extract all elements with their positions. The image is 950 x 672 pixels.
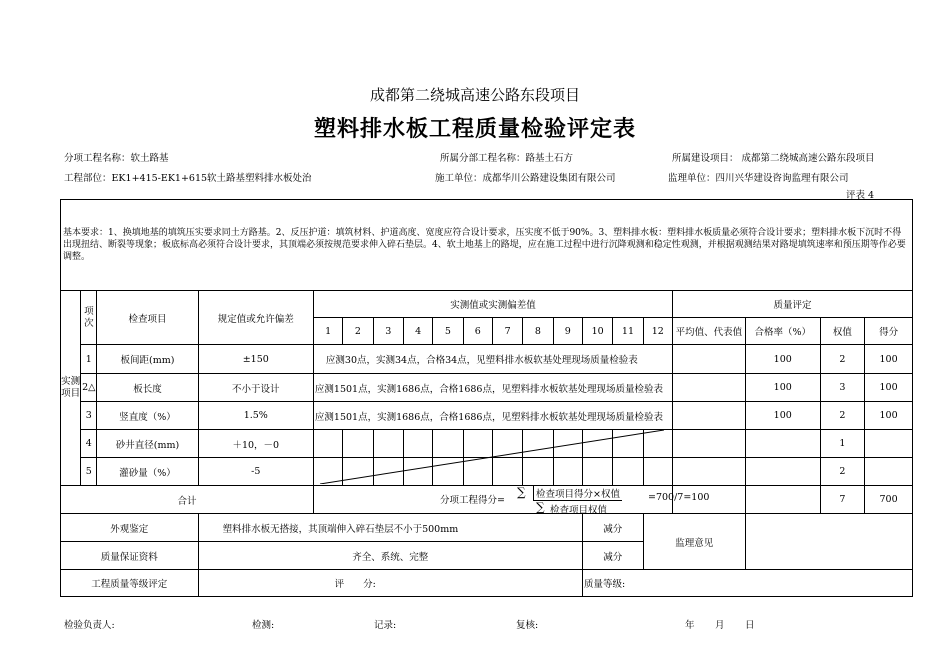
row-item: 板间距(mm) [97, 345, 198, 374]
col-item-header: 检查项目 [97, 291, 198, 345]
measure-col-1: 1 [313, 318, 342, 345]
row-spec: ±150 [198, 345, 313, 374]
measure-col-12: 12 [643, 318, 672, 345]
col-weight-header: 权值 [820, 318, 865, 345]
supervision-label: 监理意见 [643, 514, 745, 570]
col-spec-header: 规定值或允许偏差 [198, 291, 313, 345]
score-formula [440, 487, 740, 515]
col-quality-header: 质量评定 [672, 291, 912, 318]
row-score [865, 458, 913, 486]
record-signature: 记录: [374, 620, 397, 631]
contractor: 施工单位：成都华川公路建设集团有限公司 [435, 173, 616, 184]
quality-grade-label: 质量等级: [582, 570, 912, 597]
formula-result: =700/7=100 [648, 492, 710, 503]
measure-col-7: 7 [492, 318, 522, 345]
table-row [61, 374, 913, 402]
col-score-header: 得分 [865, 318, 913, 345]
row-spec: ＋10，－0 [198, 430, 313, 458]
supervision-opinion [745, 514, 912, 570]
col-pass-header: 合格率（%） [745, 318, 820, 345]
row-item: 竖直度（%） [97, 402, 198, 430]
col-avg-header: 平均值、代表值 [672, 318, 745, 345]
section-label: 实测项目 [61, 291, 81, 486]
row-item: 板长度 [97, 374, 198, 402]
sigma-symbol-lower: ∑ [536, 500, 545, 514]
total-weight: 7 [820, 486, 865, 514]
inspection-table [60, 199, 913, 597]
row-avg [672, 430, 745, 458]
sigma-symbol: ∑ [517, 485, 526, 499]
appearance-row [61, 514, 913, 542]
formula-numerator: 检查项目得分×权值 [533, 486, 622, 501]
col-measured-header: 实测值或实测偏差值 [313, 291, 672, 318]
appearance-value: 塑料排水板无搭接，其顶端伸入碎石垫层不小于500mm [198, 514, 582, 542]
row-score: 100 [865, 374, 913, 402]
row-item: 灌砂量（%） [97, 458, 198, 486]
quality-docs-value: 齐全、系统、完整 [198, 542, 582, 570]
row-note: 应测1501点，实测1686点，合格1686点，见塑料排水板软基处理现场质量检验表 [313, 402, 672, 430]
grade-row [61, 570, 913, 597]
deduct-label: 减分 [582, 542, 643, 570]
table-row [61, 402, 913, 430]
row-score: 100 [865, 402, 913, 430]
total-label: 合计 [61, 486, 314, 514]
day-label: 日 [745, 620, 755, 631]
form-number: 评表 4 [846, 190, 875, 201]
strike-through-line [320, 430, 664, 484]
row-spec: -5 [198, 458, 313, 486]
row-spec: 1.5% [198, 402, 313, 430]
row-note: 应测1501点，实测1686点，合格1686点，见塑料排水板软基处理现场质量检验表 [313, 374, 672, 402]
row-weight: 2 [820, 458, 865, 486]
total-score: 700 [865, 486, 913, 514]
appearance-label: 外观鉴定 [61, 514, 199, 542]
project-name: 成都第二绕城高速公路东段项目 [369, 86, 580, 104]
row-no: 1 [81, 345, 97, 374]
score-label: 分项工程得分= [440, 495, 505, 506]
month-label: 月 [715, 620, 725, 631]
row-avg [672, 345, 745, 374]
row-weight: 1 [820, 430, 865, 458]
rating-label: 评 分: [198, 570, 582, 597]
measure-col-6: 6 [463, 318, 492, 345]
division-name: 所属分部工程名称：路基土石方 [440, 153, 574, 164]
measure-col-2: 2 [343, 318, 373, 345]
row-weight: 2 [820, 345, 865, 374]
row-avg [672, 374, 745, 402]
table-row [61, 345, 913, 374]
row-avg [672, 402, 745, 430]
measure-col-9: 9 [553, 318, 582, 345]
review-signature: 复核: [516, 620, 539, 631]
year-label: 年 [685, 620, 695, 631]
row-item: 砂井直径(mm) [97, 430, 198, 458]
row-pass: 100 [745, 374, 820, 402]
row-pass: 100 [745, 402, 820, 430]
row-no: 5 [81, 458, 97, 486]
supervisor: 监理单位：四川兴华建设咨询监理有限公司 [668, 173, 849, 184]
row-weight: 3 [820, 374, 865, 402]
row-no: 4 [81, 430, 97, 458]
row-spec: 不小于设计 [198, 374, 313, 402]
measure-col-10: 10 [582, 318, 612, 345]
quality-docs-label: 质量保证资料 [61, 542, 199, 570]
measure-col-4: 4 [403, 318, 432, 345]
row-avg [672, 458, 745, 486]
deduct-label: 减分 [582, 514, 643, 542]
measure-col-3: 3 [373, 318, 403, 345]
measure-col-8: 8 [523, 318, 553, 345]
grade-label: 工程质量等级评定 [61, 570, 199, 597]
measure-col-11: 11 [613, 318, 643, 345]
row-weight: 2 [820, 402, 865, 430]
row-no: 3 [81, 402, 97, 430]
inspector-signature: 检验负责人: [64, 620, 115, 631]
row-note: 应测30点，实测34点，合格34点，见塑料排水板软基处理现场质量检验表 [313, 345, 672, 374]
row-pass: 100 [745, 345, 820, 374]
row-score [865, 430, 913, 458]
work-location: 工程部位：EK1+415-EK1+615软土路基塑料排水板处治 [64, 173, 312, 184]
row-no: 2△ [81, 374, 97, 402]
row-pass [745, 430, 820, 458]
construction-project: 所属建设项目： 成都第二绕城高速公路东段项目 [672, 153, 875, 164]
sub-item-name: 分项工程名称：软土路基 [64, 153, 169, 164]
check-signature: 检测: [252, 620, 275, 631]
row-score: 100 [865, 345, 913, 374]
measure-col-5: 5 [433, 318, 463, 345]
formula-denominator: 检查项目权值 [550, 505, 608, 516]
row-pass [745, 458, 820, 486]
col-no-header: 项次 [81, 291, 97, 345]
basic-requirements: 基本要求：1、换填地基的填筑压实要求同土方路基。2、反压护道：填筑材料、护道高度、宽度应符合设计要求，压实度不低于90%。3、塑料排水板：塑料排水板质量必须符合设计要求；塑料排水板下沉时不得出现扭结、断裂等现象；板底标高必须符合设计要求，其顶端必须按规范要求伸入碎石垫层。4、软土地基上的路堤，应在施工过程中进行沉降观测和稳定性观测，并根据观测结果对路堤填筑速率和预压期等作必要调整。 [61, 200, 913, 291]
form-title: 塑料排水板工程质量检验评定表 [313, 116, 636, 142]
